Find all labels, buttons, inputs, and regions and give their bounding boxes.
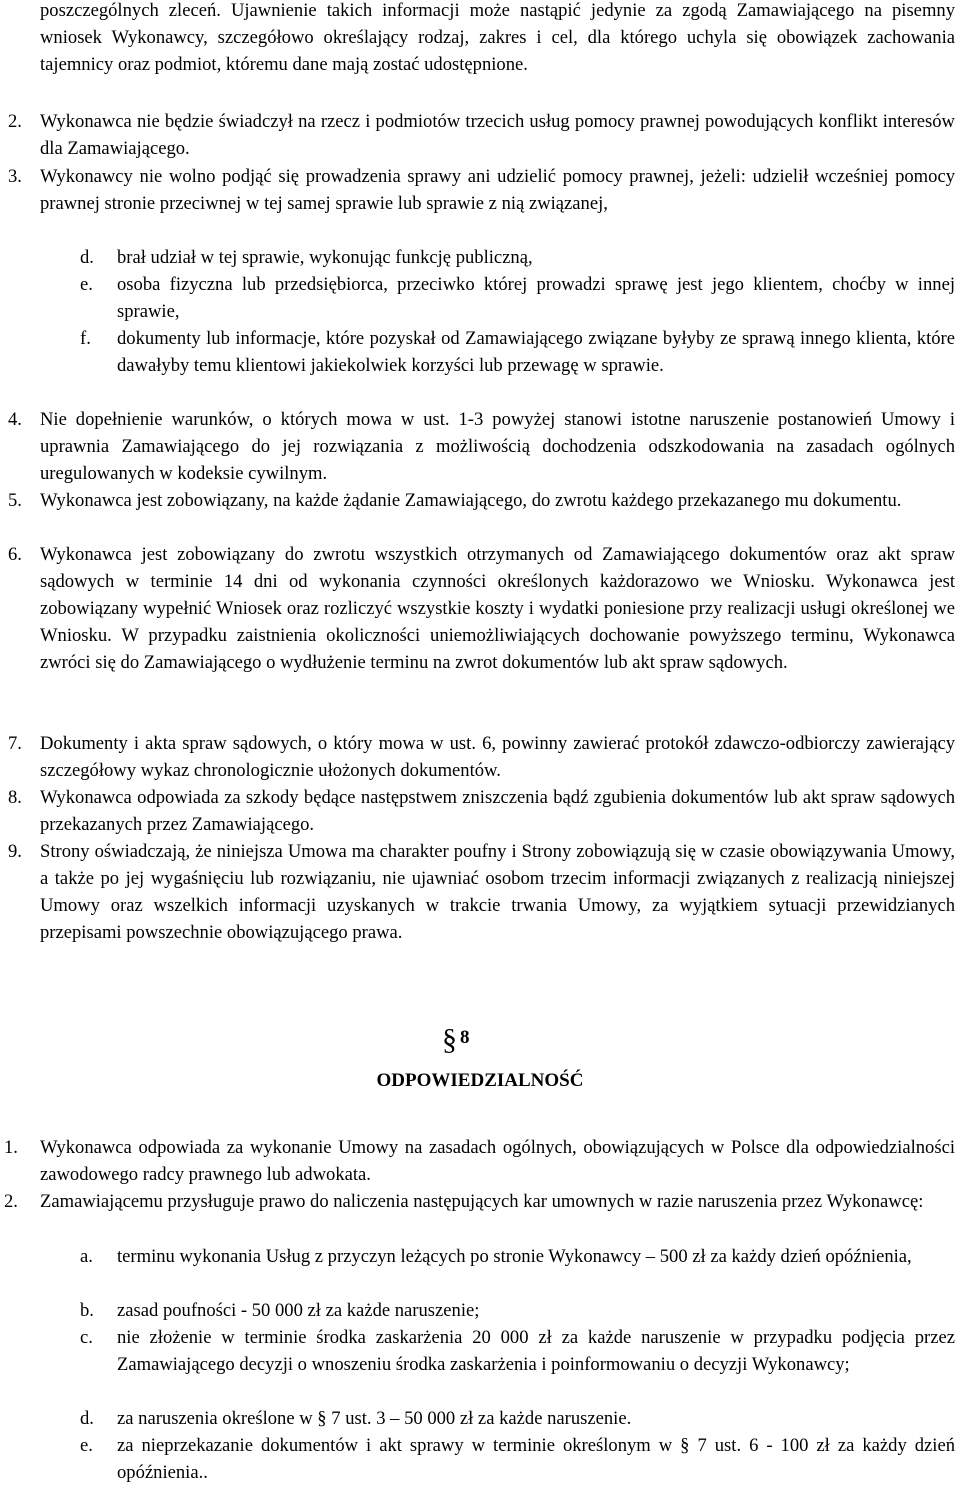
s7-paragraph-7 xyxy=(8,730,955,784)
s8-paragraph-1 xyxy=(4,1134,955,1188)
s8-p2-item-d-text: za naruszenia określone w § 7 ust. 3 – 50 000 zł za każde naruszenie. xyxy=(117,1408,632,1429)
s7-p9-text: Strony oświadczają, że niniejsza Umowa ma charakter poufny i Strony zobowiązują się w czasie obowiązywania Umowy, a także po jej wygaśnięciu lub rozwiązaniu, nie ujawniać osobom trzecim informacji związanych z realizacją niniejszej Umowy oraz wszelkich informacji uzyskanych w trakcie trwania Umowy, za wyjątkiem sytuacji przewidzianych przepisami powszechnie obowiązującego prawa. xyxy=(40,841,955,943)
s8-p2-item-c-text: nie złożenie w terminie środka zaskarżenia 20 000 zł za każde naruszenie w przypadku podjęcia przez Zamawiającego decyzji o wnoszeniu środka zaskarżenia i poinformowaniu o decyzji Wykonawcy; xyxy=(117,1327,955,1375)
s8-p2-item-e-label: e. xyxy=(80,1435,93,1456)
s8-p1-text: Wykonawca odpowiada za wykonanie Umowy na zasadach ogólnych, obowiązujących w Polsce dla odpowiedzialności zawodowego radcy prawnego lub adwokata. xyxy=(40,1137,955,1185)
s8-p2-item-e-text: za nieprzekazanie dokumentów i akt sprawy w terminie określonym w § 7 ust. 6 - 100 zł za każdy dzień opóźnienia.. xyxy=(117,1435,955,1483)
s8-p2-item-d-label: d. xyxy=(80,1408,94,1429)
s7-p8-number: 8. xyxy=(8,787,22,808)
s7-p6-text: Wykonawca jest zobowiązany do zwrotu wszystkich otrzymanych od Zamawiającego dokumentów oraz akt spraw sądowych w terminie 14 dni od wykonania czynności określonych każdorazowo we Wniosku. Wykonawca jest zobowiązany wypełnić Wniosek oraz rozliczyć wszystkie koszty i wydatki poniesione przy realizacji usługi określonej we Wniosku. W przypadku zaistnienia okoliczności uniemożliwiających dochowanie powyższego terminu, Wykonawca zwróci się do Zamawiającego o wydłużenie terminu na zwrot dokumentów lub akt spraw sądowych. xyxy=(40,544,955,673)
s7-p3-item-d-text: brał udział w tej sprawie, wykonując funkcję publiczną, xyxy=(117,247,533,268)
s7-paragraph-4 xyxy=(8,406,955,487)
s7-p2-text: Wykonawca nie będzie świadczył na rzecz i podmiotów trzecich usług pomocy prawnej powodujących konflikt interesów dla Zamawiającego. xyxy=(40,111,955,159)
s7-p4-text: Nie dopełnienie warunków, o których mowa w ust. 1-3 powyżej stanowi istotne naruszenie postanowień Umowy i uprawnia Zamawiającego do jej rozwiązania z możliwością dochodzenia odszkodowania na zasadach ogólnych uregulowanych w kodeksie cywilnym. xyxy=(40,409,955,484)
s8-p2-text: Zamawiającemu przysługuje prawo do naliczenia następujących kar umownych w razie naruszenia przez Wykonawcę: xyxy=(40,1191,924,1212)
s7-paragraph-8 xyxy=(8,784,955,838)
s8-p2-item-b-text: zasad poufności - 50 000 zł za każde naruszenie; xyxy=(117,1300,480,1321)
s8-p2-item-b-label: b. xyxy=(80,1300,94,1321)
s8-p2-number: 2. xyxy=(4,1191,18,1212)
s7-paragraph-9 xyxy=(8,838,955,946)
s7-p2-number: 2. xyxy=(8,111,22,132)
s8-p2-item-c-label: c. xyxy=(80,1327,93,1348)
s8-paragraph-2 xyxy=(4,1188,955,1215)
s7-p3-item-e-label: e. xyxy=(80,274,93,295)
s7-paragraph-2 xyxy=(8,108,955,162)
s7-p3-item-f-text: dokumenty lub informacje, które pozyskał od Zamawiającego związane byłyby ze sprawą innego klienta, które dawałyby temu klientowi jakiekolwiek korzyści lub przewagę w sprawie. xyxy=(117,328,955,376)
s7-p4-number: 4. xyxy=(8,409,22,430)
s7-p9-number: 9. xyxy=(8,841,22,862)
s7-p3-number: 3. xyxy=(8,166,22,187)
s7-p5-text: Wykonawca jest zobowiązany, na każde żądanie Zamawiającego, do zwrotu każdego przekazanego mu dokumentu. xyxy=(40,490,902,511)
s7-p5-number: 5. xyxy=(8,490,22,511)
s7-p3-item-d-label: d. xyxy=(80,247,94,268)
s8-p2-item-a-text: terminu wykonania Usług z przyczyn leżących po stronie Wykonawcy – 500 zł za każdy dzień opóźnienia, xyxy=(117,1246,912,1267)
s7-p3-item-f-label: f. xyxy=(80,328,91,349)
s7-p6-number: 6. xyxy=(8,544,22,565)
section-sign-icon: § xyxy=(442,1023,457,1056)
s7-p7-text: Dokumenty i akta spraw sądowych, o który mowa w ust. 6, powinny zawierać protokół zdawczo-odbiorczy zawierający szczegółowy wykaz chronologicznie ułożonych dokumentów. xyxy=(40,733,955,781)
s7-p3-item-e-text: osoba fizyczna lub przedsiębiorca, przeciwko której prowadzi sprawę jest jego klientem, choćby w innej sprawie, xyxy=(117,274,955,322)
section-number: 8 xyxy=(460,1027,470,1048)
s7-p3-text: Wykonawcy nie wolno podjąć się prowadzenia sprawy ani udzielić pomocy prawnej, jeżeli: udzielił wcześniej pomocy prawnej stronie przeciwnej w tej samej sprawie lub sprawie z nią związanej, xyxy=(40,166,955,214)
s7-paragraph-3 xyxy=(8,163,955,217)
s7-paragraph-6 xyxy=(8,541,955,676)
s7-paragraph-5 xyxy=(8,487,955,514)
intro-paragraph: poszczególnych zleceń. Ujawnienie takich informacji może nastąpić jedynie za zgodą Zamawiającego na pisemny wniosek Wykonawcy, szczegółowo określający rodzaj, zakres i cel, dla którego uchyla się obowiązek zachowania tajemnicy oraz podmiot, któremu dane mają zostać udostępnione. xyxy=(40,0,955,75)
section-title: ODPOWIEDZIALNOŚĆ xyxy=(376,1070,584,1091)
s8-p2-item-a-label: a. xyxy=(80,1246,93,1267)
s7-p8-text: Wykonawca odpowiada za szkody będące następstwem zniszczenia bądź zgubienia dokumentów lub akt spraw sądowych przekazanych przez Zamawiającego. xyxy=(40,787,955,835)
s7-p7-number: 7. xyxy=(8,733,22,754)
s8-p1-number: 1. xyxy=(4,1137,18,1158)
